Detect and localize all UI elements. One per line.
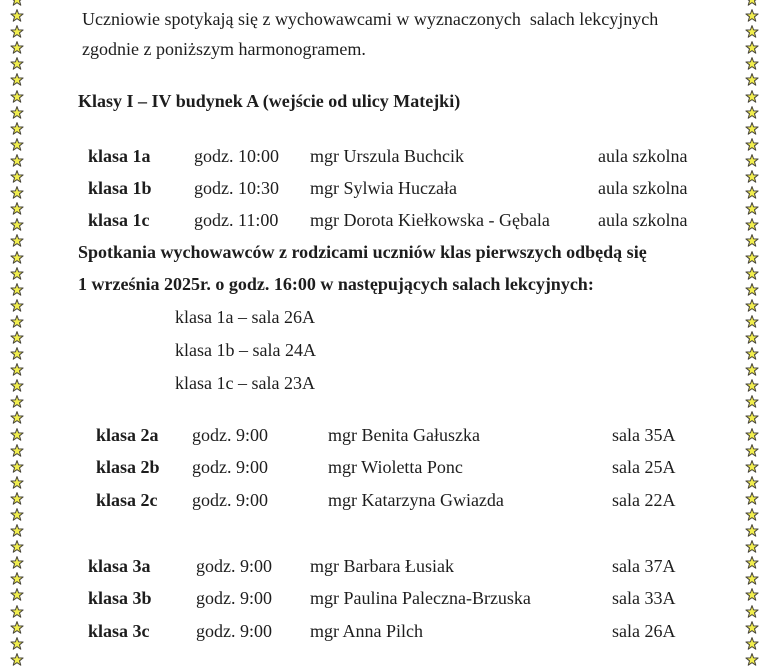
star-icon (10, 347, 24, 361)
star-icon (745, 9, 759, 23)
class-label: klasa 2a (96, 425, 159, 445)
star-icon (745, 315, 759, 329)
star-icon (745, 428, 759, 442)
star-icon (10, 106, 24, 120)
class-label: klasa 3a (88, 556, 151, 576)
star-icon (745, 411, 759, 425)
star-icon (745, 556, 759, 570)
time-label: godz. 9:00 (196, 556, 272, 576)
star-icon (10, 476, 24, 490)
star-icon (10, 572, 24, 586)
table-row (0, 620, 778, 642)
star-icon (745, 170, 759, 184)
star-icon (10, 283, 24, 297)
star-icon (745, 621, 759, 635)
star-icon (10, 0, 24, 7)
star-icon (10, 556, 24, 570)
star-icon (745, 106, 759, 120)
star-icon (745, 605, 759, 619)
teacher-name: mgr Katarzyna Gwiazda (328, 490, 504, 510)
star-icon (10, 154, 24, 168)
room-label: aula szkolna (598, 210, 688, 230)
table-row (0, 209, 778, 231)
star-icon (10, 411, 24, 425)
star-icon (745, 90, 759, 104)
star-icon (10, 653, 24, 667)
section-heading: Klasy I – IV budynek A (wejście od ulicy Matejki) (78, 91, 461, 111)
star-icon (745, 299, 759, 313)
star-icon (745, 492, 759, 506)
table-row (0, 555, 778, 577)
star-icon (10, 267, 24, 281)
room-label: aula szkolna (598, 146, 688, 166)
star-icon (10, 90, 24, 104)
star-icon (745, 637, 759, 651)
star-icon (745, 186, 759, 200)
room-assignment: klasa 1b – sala 24A (175, 340, 316, 360)
star-icon (10, 363, 24, 377)
star-icon (10, 524, 24, 538)
star-icon (10, 508, 24, 522)
star-icon (10, 218, 24, 232)
star-icon (745, 122, 759, 136)
star-icon (10, 605, 24, 619)
room-label: sala 33A (612, 588, 676, 608)
room-label: sala 22A (612, 490, 676, 510)
teacher-name: mgr Wioletta Ponc (328, 457, 463, 477)
star-icon (745, 540, 759, 554)
room-label: sala 25A (612, 457, 676, 477)
star-icon (745, 267, 759, 281)
time-label: godz. 10:30 (194, 178, 279, 198)
star-icon (745, 234, 759, 248)
star-icon (10, 138, 24, 152)
class-label: klasa 2c (96, 490, 158, 510)
star-icon (10, 251, 24, 265)
star-icon (10, 588, 24, 602)
star-icon (10, 57, 24, 71)
star-icon (10, 540, 24, 554)
star-icon (10, 170, 24, 184)
teacher-name: mgr Paulina Paleczna-Brzuska (310, 588, 531, 608)
star-icon (745, 138, 759, 152)
star-icon (10, 460, 24, 474)
star-icon (10, 444, 24, 458)
time-label: godz. 9:00 (192, 425, 268, 445)
star-icon (745, 653, 759, 667)
first-grade-note-line-2: 1 września 2025r. o godz. 16:00 w następujących salach lekcyjnych: (78, 274, 594, 294)
star-icon (10, 621, 24, 635)
table-row (0, 424, 778, 446)
star-icon (10, 202, 24, 216)
time-label: godz. 9:00 (192, 457, 268, 477)
teacher-name: mgr Barbara Łusiak (310, 556, 454, 576)
class-label: klasa 2b (96, 457, 160, 477)
star-icon (745, 572, 759, 586)
star-icon (745, 508, 759, 522)
room-label: aula szkolna (598, 178, 688, 198)
class-label: klasa 3c (88, 621, 150, 641)
star-icon (745, 588, 759, 602)
star-icon (10, 299, 24, 313)
star-icon (745, 41, 759, 55)
star-icon (10, 186, 24, 200)
right-star-border (745, 0, 759, 667)
star-icon (10, 331, 24, 345)
star-icon (745, 251, 759, 265)
star-icon (745, 395, 759, 409)
teacher-name: mgr Dorota Kiełkowska - Gębala (310, 210, 550, 230)
star-icon (10, 379, 24, 393)
star-icon (745, 154, 759, 168)
time-label: godz. 10:00 (194, 146, 279, 166)
star-icon (10, 315, 24, 329)
class-label: klasa 1c (88, 210, 150, 230)
star-icon (10, 395, 24, 409)
room-assignment: klasa 1a – sala 26A (175, 307, 315, 327)
star-icon (10, 41, 24, 55)
star-icon (745, 202, 759, 216)
time-label: godz. 9:00 (196, 621, 272, 641)
star-icon (745, 283, 759, 297)
star-icon (745, 524, 759, 538)
star-icon (745, 460, 759, 474)
table-row (0, 587, 778, 609)
table-row (0, 456, 778, 478)
teacher-name: mgr Sylwia Huczała (310, 178, 457, 198)
left-star-border (10, 0, 24, 667)
star-icon (745, 476, 759, 490)
time-label: godz. 11:00 (194, 210, 279, 230)
star-icon (745, 0, 759, 7)
star-icon (745, 73, 759, 87)
star-icon (745, 57, 759, 71)
room-label: sala 37A (612, 556, 676, 576)
star-icon (10, 637, 24, 651)
intro-line-2: zgodnie z poniższym harmonogramem. (82, 39, 366, 59)
star-icon (10, 73, 24, 87)
star-icon (10, 428, 24, 442)
star-icon (745, 379, 759, 393)
star-icon (10, 492, 24, 506)
table-row (0, 489, 778, 511)
table-row (0, 177, 778, 199)
star-icon (10, 25, 24, 39)
room-label: sala 35A (612, 425, 676, 445)
teacher-name: mgr Anna Pilch (310, 621, 423, 641)
star-icon (745, 444, 759, 458)
class-label: klasa 3b (88, 588, 152, 608)
star-icon (10, 122, 24, 136)
star-icon (745, 218, 759, 232)
star-icon (745, 331, 759, 345)
star-icon (745, 347, 759, 361)
star-icon (10, 9, 24, 23)
first-grade-note-line-1: Spotkania wychowawców z rodzicami uczniów klas pierwszych odbędą się (78, 242, 647, 262)
room-assignment: klasa 1c – sala 23A (175, 373, 315, 393)
star-icon (10, 234, 24, 248)
star-icon (745, 363, 759, 377)
class-label: klasa 1a (88, 146, 151, 166)
room-label: sala 26A (612, 621, 676, 641)
table-row (0, 145, 778, 167)
star-icon (745, 25, 759, 39)
teacher-name: mgr Benita Gałuszka (328, 425, 480, 445)
teacher-name: mgr Urszula Buchcik (310, 146, 464, 166)
class-label: klasa 1b (88, 178, 152, 198)
time-label: godz. 9:00 (196, 588, 272, 608)
intro-line-1: Uczniowie spotykają się z wychowawcami w wyznaczonych salach lekcyjnych (82, 9, 659, 29)
time-label: godz. 9:00 (192, 490, 268, 510)
